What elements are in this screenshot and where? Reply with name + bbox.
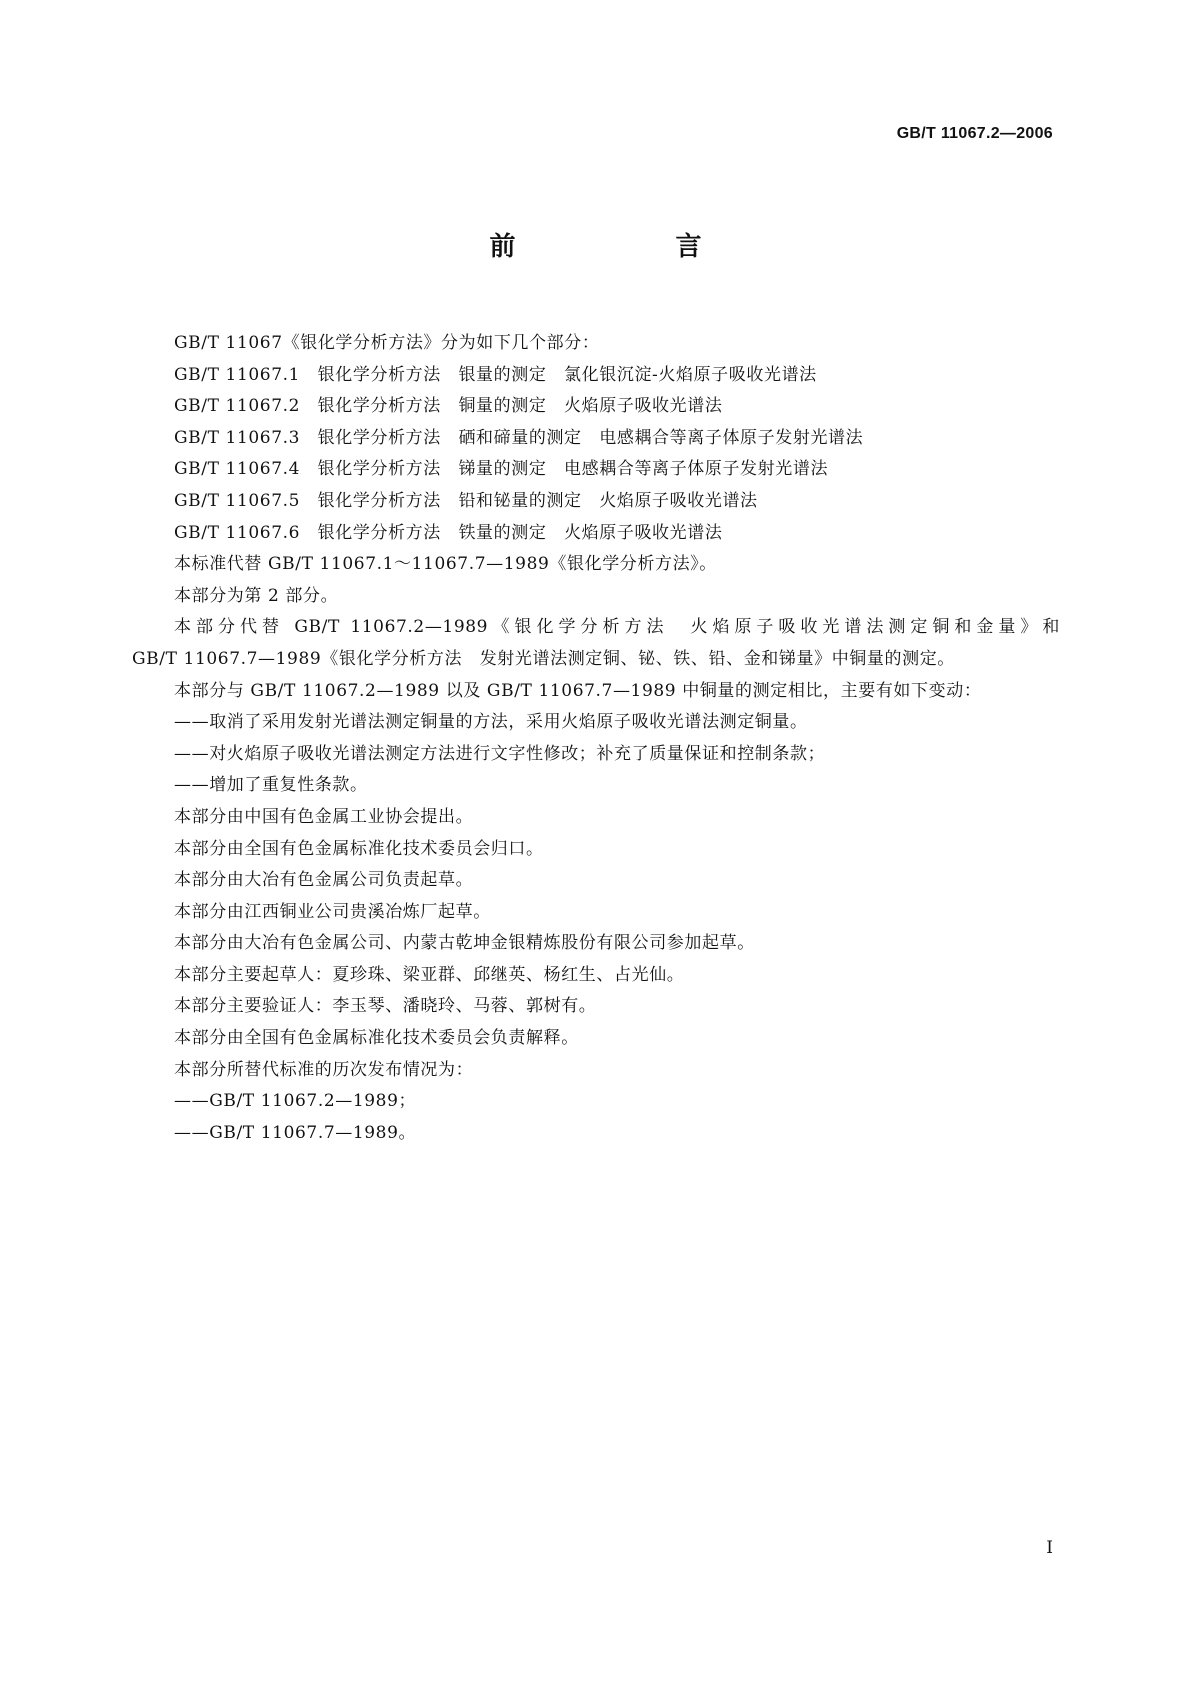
paragraph-part-number: 本部分为第 2 部分。 [174,585,339,606]
paragraph-participating-drafters: 本部分由大冶有色金属公司、内蒙古乾坤金银精炼股份有限公司参加起草。 [174,933,755,954]
paragraph-part-1: GB/T 11067.1 银化学分析方法 银量的测定 氯化银沉淀-火焰原子吸收光谱法 [174,364,817,385]
paragraph-changes-intro: 本部分与 GB/T 11067.2—1989 以及 GB/T 11067.7—1989 中铜量的测定相比，主要有如下变动： [174,680,982,701]
paragraph-interpretation: 本部分由全国有色金属标准化技术委员会负责解释。 [174,1028,579,1049]
page-number: I [1046,1538,1053,1558]
list-item-release-1: ——GB/T 11067.2—1989； [174,1091,417,1112]
paragraph-replaces-detail-continued: GB/T 11067.7—1989《银化学分析方法 发射光谱法测定铜、铋、铁、铅、金和锑量》中铜量的测定。 [132,648,955,669]
paragraph-part-5: GB/T 11067.5 银化学分析方法 铅和铋量的测定 火焰原子吸收光谱法 [174,490,758,511]
paragraph-replaces-standard: 本标准代替 GB/T 11067.1～11067.7—1989《银化学分析方法》。 [174,554,717,575]
paragraph-proposed-by: 本部分由中国有色金属工业协会提出。 [174,806,474,827]
page-title: 前 言 [489,232,738,262]
list-item-change-2: ——对火焰原子吸收光谱法测定方法进行文字性修改；补充了质量保证和控制条款； [174,743,826,764]
paragraph-part-6: GB/T 11067.6 银化学分析方法 铁量的测定 火焰原子吸收光谱法 [174,522,723,543]
list-item-change-1: ——取消了采用发射光谱法测定铜量的方法，采用火焰原子吸收光谱法测定铜量。 [174,712,808,733]
paragraph-part-3: GB/T 11067.3 银化学分析方法 硒和碲量的测定 电感耦合等离子体原子发射光谱法 [174,427,864,448]
paragraph-part-4: GB/T 11067.4 银化学分析方法 锑量的测定 电感耦合等离子体原子发射光谱法 [174,459,829,480]
list-item-change-3: ——增加了重复性条款。 [174,775,368,796]
paragraph-replaces-detail: 本部分代替 GB/T 11067.2—1989《银化学分析方法 火焰原子吸收光谱法测定铜和金量》和 [174,617,1060,638]
document-code: GB/T 11067.2—2006 [896,125,1053,142]
paragraph-drafted-by-lead: 本部分由大冶有色金属公司负责起草。 [174,870,474,891]
paragraph-under-jurisdiction: 本部分由全国有色金属标准化技术委员会归口。 [174,838,544,859]
paragraph-drafted-by: 本部分由江西铜业公司贵溪冶炼厂起草。 [174,901,491,922]
paragraph-main-drafters: 本部分主要起草人：夏珍珠、梁亚群、邱继英、杨红生、占光仙。 [174,964,685,985]
list-item-release-2: ——GB/T 11067.7—1989。 [174,1122,417,1143]
paragraph-parts-intro: GB/T 11067《银化学分析方法》分为如下几个部分： [174,333,600,353]
paragraph-part-2: GB/T 11067.2 银化学分析方法 铜量的测定 火焰原子吸收光谱法 [174,396,723,417]
document-body [132,328,1060,1149]
paragraph-release-history-intro: 本部分所替代标准的历次发布情况为： [174,1059,474,1080]
paragraph-main-verifiers: 本部分主要验证人：李玉琴、潘晓玲、马蓉、郭树有。 [174,996,597,1017]
